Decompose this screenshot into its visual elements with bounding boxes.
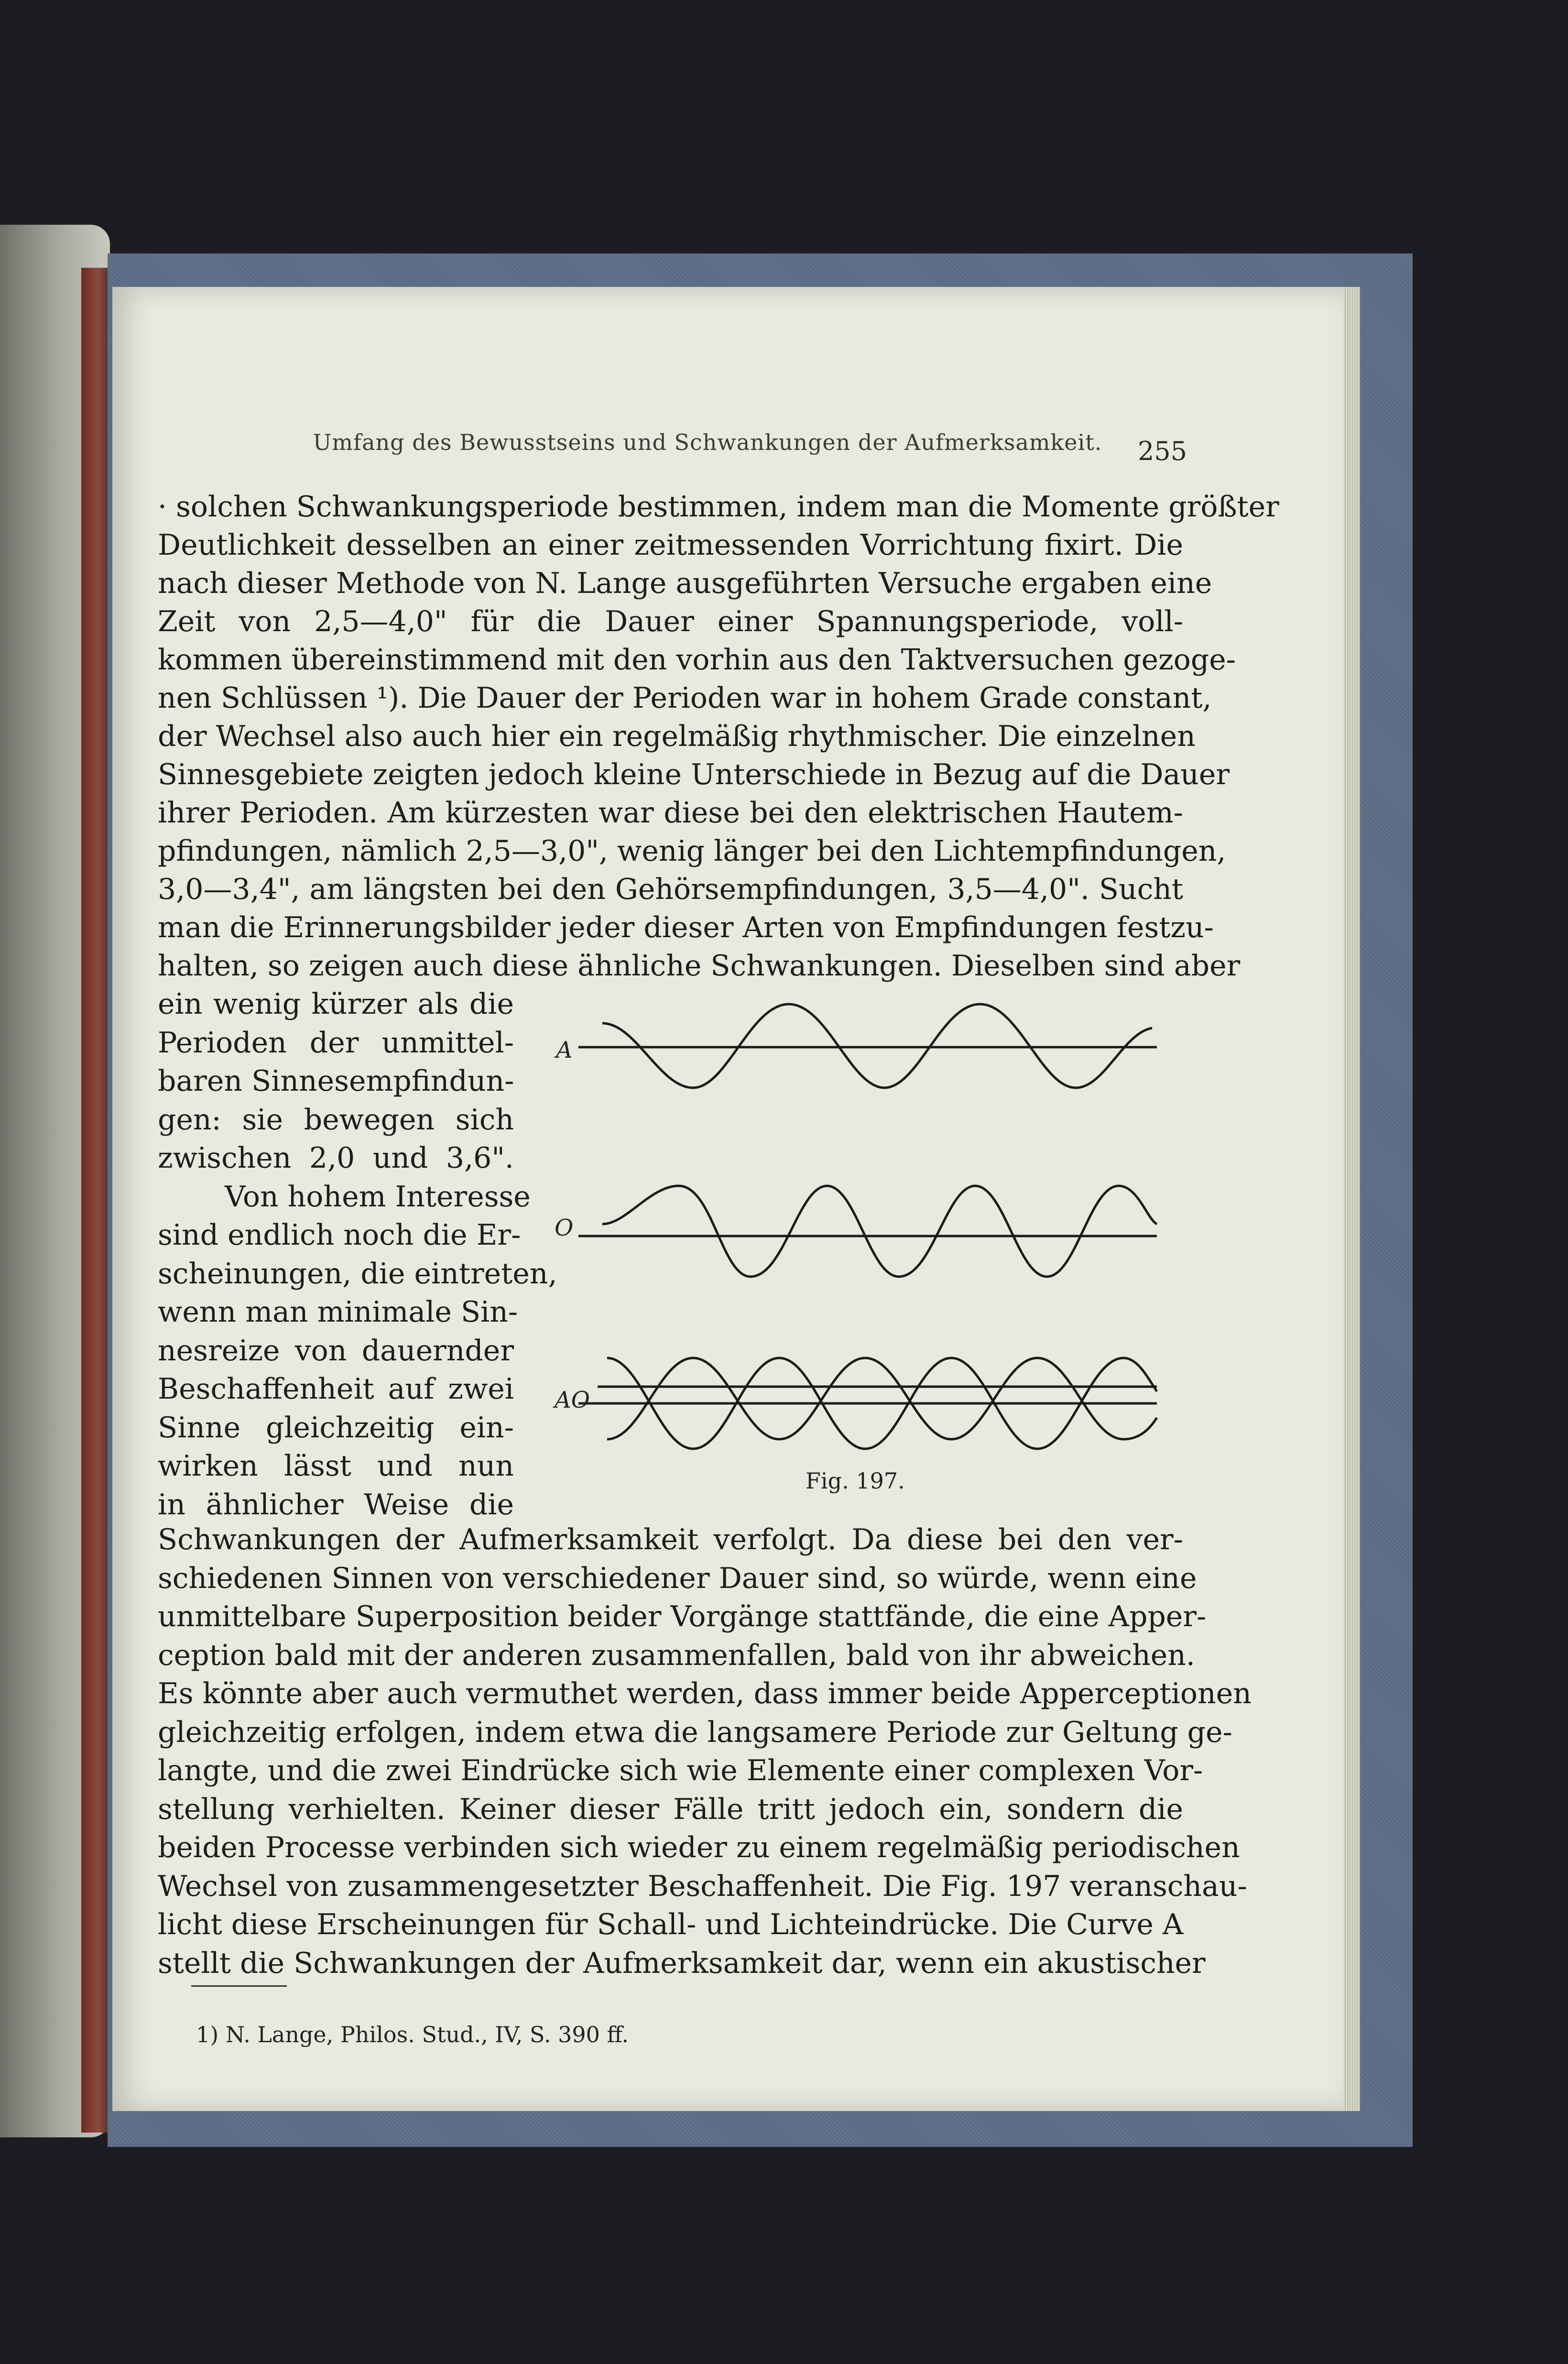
figure-caption: Fig. 197.	[806, 1468, 905, 1494]
text-line: gen: sie bewegen sich	[158, 1103, 514, 1137]
curve-o-wave	[602, 1186, 1157, 1277]
text-line: licht diese Erscheinungen für Schall- und Lichteindrücke. Die Curve A	[158, 1908, 1184, 1941]
text-line: 3,0—3,4", am längsten bei den Gehörsempfindungen, 3,5—4,0". Sucht	[158, 873, 1183, 906]
text-line: Es könnte aber auch vermuthet werden, dass immer beide Apperceptionen	[158, 1677, 1252, 1710]
curve-ao-wave-2	[607, 1358, 1157, 1439]
text-line: halten, so zeigen auch diese ähnliche Schwankungen. Dieselben sind aber	[158, 949, 1241, 983]
text-line: zwischen 2,0 und 3,6".	[158, 1141, 514, 1175]
text-line: der Wechsel also auch hier ein regelmäßig rhythmischer. Die einzelnen	[158, 720, 1196, 753]
text-line: Zeit von 2,5—4,0" für die Dauer einer Spannungsperiode, voll-	[158, 605, 1183, 638]
curve-a-label: A	[556, 1037, 573, 1063]
text-line: kommen übereinstimmend mit den vorhin aus den Taktversuchen gezoge-	[158, 643, 1236, 677]
text-line: beiden Processe verbinden sich wieder zu einem regelmäßig periodischen	[158, 1831, 1240, 1864]
text-line: Wechsel von zusammengesetzter Beschaffenheit. Die Fig. 197 veranschau-	[158, 1869, 1247, 1903]
text-line: Deutlichkeit desselben an einer zeitmessenden Vorrichtung fixirt. Die	[158, 528, 1183, 562]
figure-197	[550, 995, 1166, 1458]
footnote: 1) N. Lange, Philos. Stud., IV, S. 390 ff.	[196, 2022, 629, 2047]
text-line: wenn man minimale Sin-	[158, 1295, 518, 1329]
text-line: Sinne gleichzeitig ein-	[158, 1411, 514, 1445]
page-number: 255	[1138, 436, 1187, 466]
text-line: Sinnesgebiete zeigten jedoch kleine Unterschiede in Bezug auf die Dauer	[158, 758, 1230, 791]
text-line: nesreize von dauernder	[158, 1334, 514, 1368]
text-line: langte, und die zwei Eindrücke sich wie Elemente einer complexen Vor-	[158, 1754, 1203, 1787]
text-line: sind endlich noch die Er-	[158, 1218, 521, 1252]
text-line: wirken lässt und nun	[158, 1449, 514, 1483]
text-line: in ähnlicher Weise die	[158, 1488, 514, 1521]
text-line: nach dieser Methode von N. Lange ausgeführten Versuche ergaben eine	[158, 567, 1212, 600]
text-line: schiedenen Sinnen von verschiedener Dauer sind, so würde, wenn eine	[158, 1561, 1197, 1595]
text-line: stellung verhielten. Keiner dieser Fälle tritt jedoch ein, sondern die	[158, 1792, 1183, 1826]
text-line: man die Erinnerungsbilder jeder dieser Arten von Empfindungen festzu-	[158, 911, 1214, 944]
text-line: Von hohem Interesse	[225, 1180, 531, 1214]
text-line: Schwankungen der Aufmerksamkeit verfolgt. Da diese bei den ver-	[158, 1523, 1183, 1556]
text-line: nen Schlüssen ¹). Die Dauer der Perioden war in hohem Grade constant,	[158, 681, 1212, 715]
page-edges	[1343, 287, 1360, 2111]
curve-o-label: O	[555, 1215, 574, 1241]
footnote-rule	[191, 1985, 287, 1987]
text-line: ein wenig kürzer als die	[158, 987, 514, 1021]
text-line: stellt die Schwankungen der Aufmerksamkeit dar, wenn ein akustischer	[158, 1946, 1206, 1980]
text-line: gleichzeitig erfolgen, indem etwa die langsamere Periode zur Geltung ge-	[158, 1715, 1232, 1749]
text-line: · solchen Schwankungsperiode bestimmen, indem man die Momente größter	[158, 490, 1279, 524]
running-header: Umfang des Bewusstseins und Schwankungen der Aufmerksamkeit.	[313, 429, 1102, 455]
text-line: unmittelbare Superposition beider Vorgänge stattfände, die eine Apper-	[158, 1600, 1207, 1633]
text-line: Perioden der unmittel-	[158, 1026, 514, 1060]
text-line: scheinungen, die eintreten,	[158, 1257, 557, 1291]
text-line: ception bald mit der anderen zusammenfallen, bald von ihr abweichen.	[158, 1638, 1195, 1672]
curve-ao-label: AO	[555, 1387, 590, 1413]
text-line: Beschaffenheit auf zwei	[158, 1372, 514, 1406]
text-line: baren Sinnesempfindun-	[158, 1064, 514, 1098]
text-line: ihrer Perioden. Am kürzesten war diese bei den elektrischen Hautem-	[158, 796, 1183, 830]
text-line: pfindungen, nämlich 2,5—3,0", wenig länger bei den Lichtempfindungen,	[158, 834, 1226, 868]
